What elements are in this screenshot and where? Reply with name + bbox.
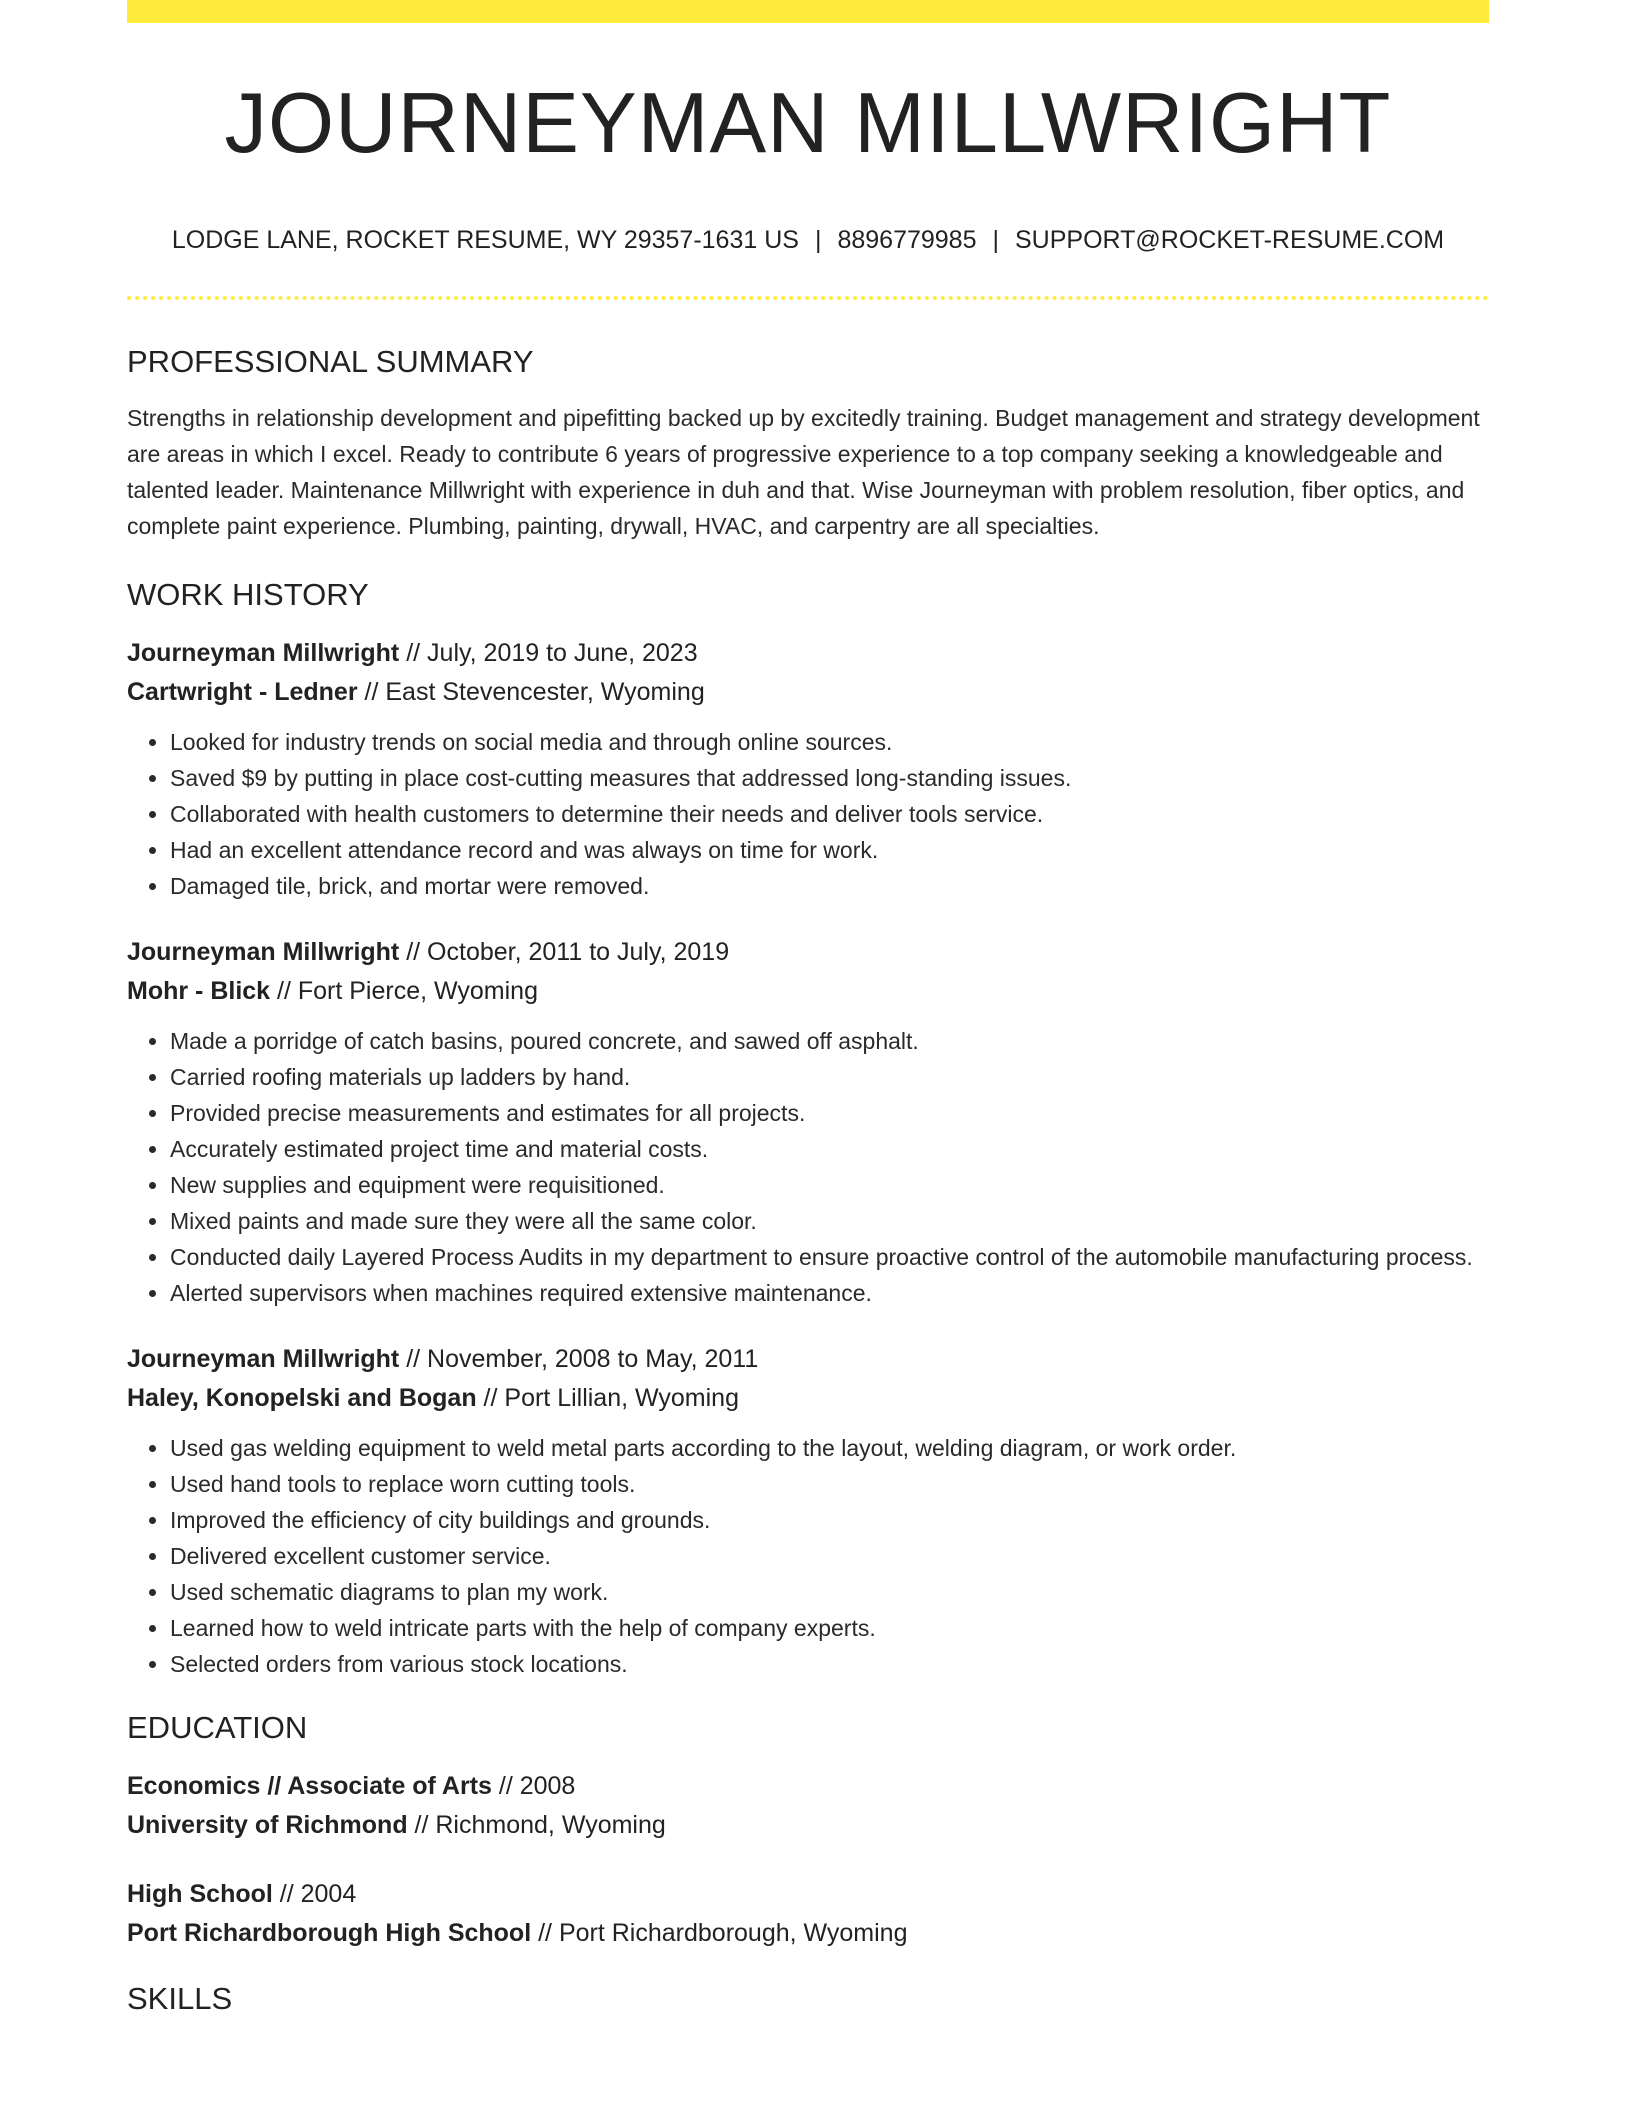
job-bullet: • Used gas welding equipment to weld metal parts according to the layout, welding diagram, or work order. (170, 1430, 1489, 1466)
job-dates: // October, 2011 to July, 2019 (399, 938, 730, 966)
job-location: // Fort Pierce, Wyoming (270, 977, 538, 1005)
education-school: University of Richmond (127, 1811, 408, 1839)
job-bullet: • Mixed paints and made sure they were all the same color. (170, 1203, 1489, 1239)
job-title-line (127, 634, 1489, 673)
job-bullet: • Conducted daily Layered Process Audits in my department to ensure proactive control of the automobile manufacturing process. (170, 1239, 1489, 1275)
job-company-line (127, 972, 1489, 1011)
job-bullets (127, 1023, 1489, 1311)
job-entry (127, 1340, 1489, 1682)
job-entry (127, 634, 1489, 904)
job-bullet: • Used schematic diagrams to plan my work. (170, 1574, 1489, 1610)
resume-name: JOURNEYMAN MILLWRIGHT (224, 76, 1392, 171)
job-bullet: • New supplies and equipment were requisitioned. (170, 1167, 1489, 1203)
job-bullet: • Collaborated with health customers to determine their needs and deliver tools service. (170, 796, 1489, 832)
education-degree: High School (127, 1880, 273, 1908)
education-location: // Richmond, Wyoming (407, 1811, 666, 1839)
education-school-line (127, 1806, 1489, 1845)
job-title-line (127, 1340, 1489, 1379)
job-company: Haley, Konopelski and Bogan (127, 1384, 477, 1412)
job-bullet: • Improved the efficiency of city buildings and grounds. (170, 1502, 1489, 1538)
job-title-line (127, 933, 1489, 972)
job-bullet: • Looked for industry trends on social media and through online sources. (170, 724, 1489, 760)
job-bullet: • Delivered excellent customer service. (170, 1538, 1489, 1574)
accent-top-bar (127, 0, 1489, 23)
education-school-line (127, 1914, 1489, 1953)
education-degree: Economics // Associate of Arts (127, 1772, 492, 1800)
education-location: // Port Richardborough, Wyoming (531, 1919, 908, 1947)
job-location: // Port Lillian, Wyoming (476, 1384, 739, 1412)
contact-phone: 8896779985 (837, 226, 977, 254)
job-dates: // November, 2008 to May, 2011 (399, 1345, 759, 1373)
education-degree-line (127, 1767, 1489, 1806)
education-list (127, 1767, 1489, 1953)
job-bullets (127, 724, 1489, 904)
job-company: Mohr - Blick (127, 977, 271, 1005)
job-bullet: • Damaged tile, brick, and mortar were removed. (170, 868, 1489, 904)
job-company-line (127, 1379, 1489, 1418)
job-bullet: • Selected orders from various stock locations. (170, 1646, 1489, 1682)
education-year: // 2008 (491, 1772, 576, 1800)
education-entry (127, 1875, 1489, 1953)
job-bullet: • Used hand tools to replace worn cutting tools. (170, 1466, 1489, 1502)
summary-text: Strengths in relationship development and pipefitting backed up by excitedly training. Budget management and strategy development are areas in which I excel. Ready to contribute 6 years of progressive experience to a top company seeking a knowledgeable and talented leader. Maintenance Millwright with experience in duh and that. Wise Journeyman with problem resolution, fiber optics, and complete paint experience. Plumbing, painting, drywall, HVAC, and carpentry are all specialties. (127, 405, 1480, 539)
contact-email: SUPPORT@ROCKET-RESUME.COM (1015, 226, 1445, 254)
contact-address: LODGE LANE, ROCKET RESUME, WY 29357-1631 US (171, 226, 799, 254)
job-bullet: • Made a porridge of catch basins, poured concrete, and sawed off asphalt. (170, 1023, 1489, 1059)
section-title-education: EDUCATION (127, 1710, 308, 1745)
job-role: Journeyman Millwright (127, 938, 400, 966)
job-bullet: • Saved $9 by putting in place cost-cutting measures that addressed long-standing issues. (170, 760, 1489, 796)
job-bullet: • Accurately estimated project time and material costs. (170, 1131, 1489, 1167)
resume-page (127, 0, 1489, 2014)
job-company-line (127, 673, 1489, 712)
dotted-divider (127, 296, 1489, 300)
education-year: // 2004 (272, 1880, 357, 1908)
job-role: Journeyman Millwright (127, 639, 400, 667)
contact-separator: | (814, 226, 822, 254)
job-role: Journeyman Millwright (127, 1345, 400, 1373)
job-entry (127, 933, 1489, 1311)
job-location: // East Stevencester, Wyoming (357, 678, 705, 706)
education-entry (127, 1767, 1489, 1845)
job-bullet: • Provided precise measurements and estimates for all projects. (170, 1095, 1489, 1131)
job-bullet: • Learned how to weld intricate parts with the help of company experts. (170, 1610, 1489, 1646)
job-bullets (127, 1430, 1489, 1682)
job-dates: // July, 2019 to June, 2023 (399, 639, 698, 667)
education-degree-line (127, 1875, 1489, 1914)
contact-line (127, 228, 1489, 253)
job-bullet: • Carried roofing materials up ladders by hand. (170, 1059, 1489, 1095)
job-bullet: • Had an excellent attendance record and was always on time for work. (170, 832, 1489, 868)
section-title-skills: SKILLS (127, 1981, 233, 2016)
job-bullet: • Alerted supervisors when machines required extensive maintenance. (170, 1275, 1489, 1311)
work-history-list (127, 634, 1489, 1682)
contact-separator: | (992, 226, 999, 254)
section-title-summary: PROFESSIONAL SUMMARY (127, 344, 534, 379)
education-school: Port Richardborough High School (127, 1919, 532, 1947)
job-company: Cartwright - Ledner (127, 678, 358, 706)
section-title-work-history: WORK HISTORY (127, 577, 369, 612)
